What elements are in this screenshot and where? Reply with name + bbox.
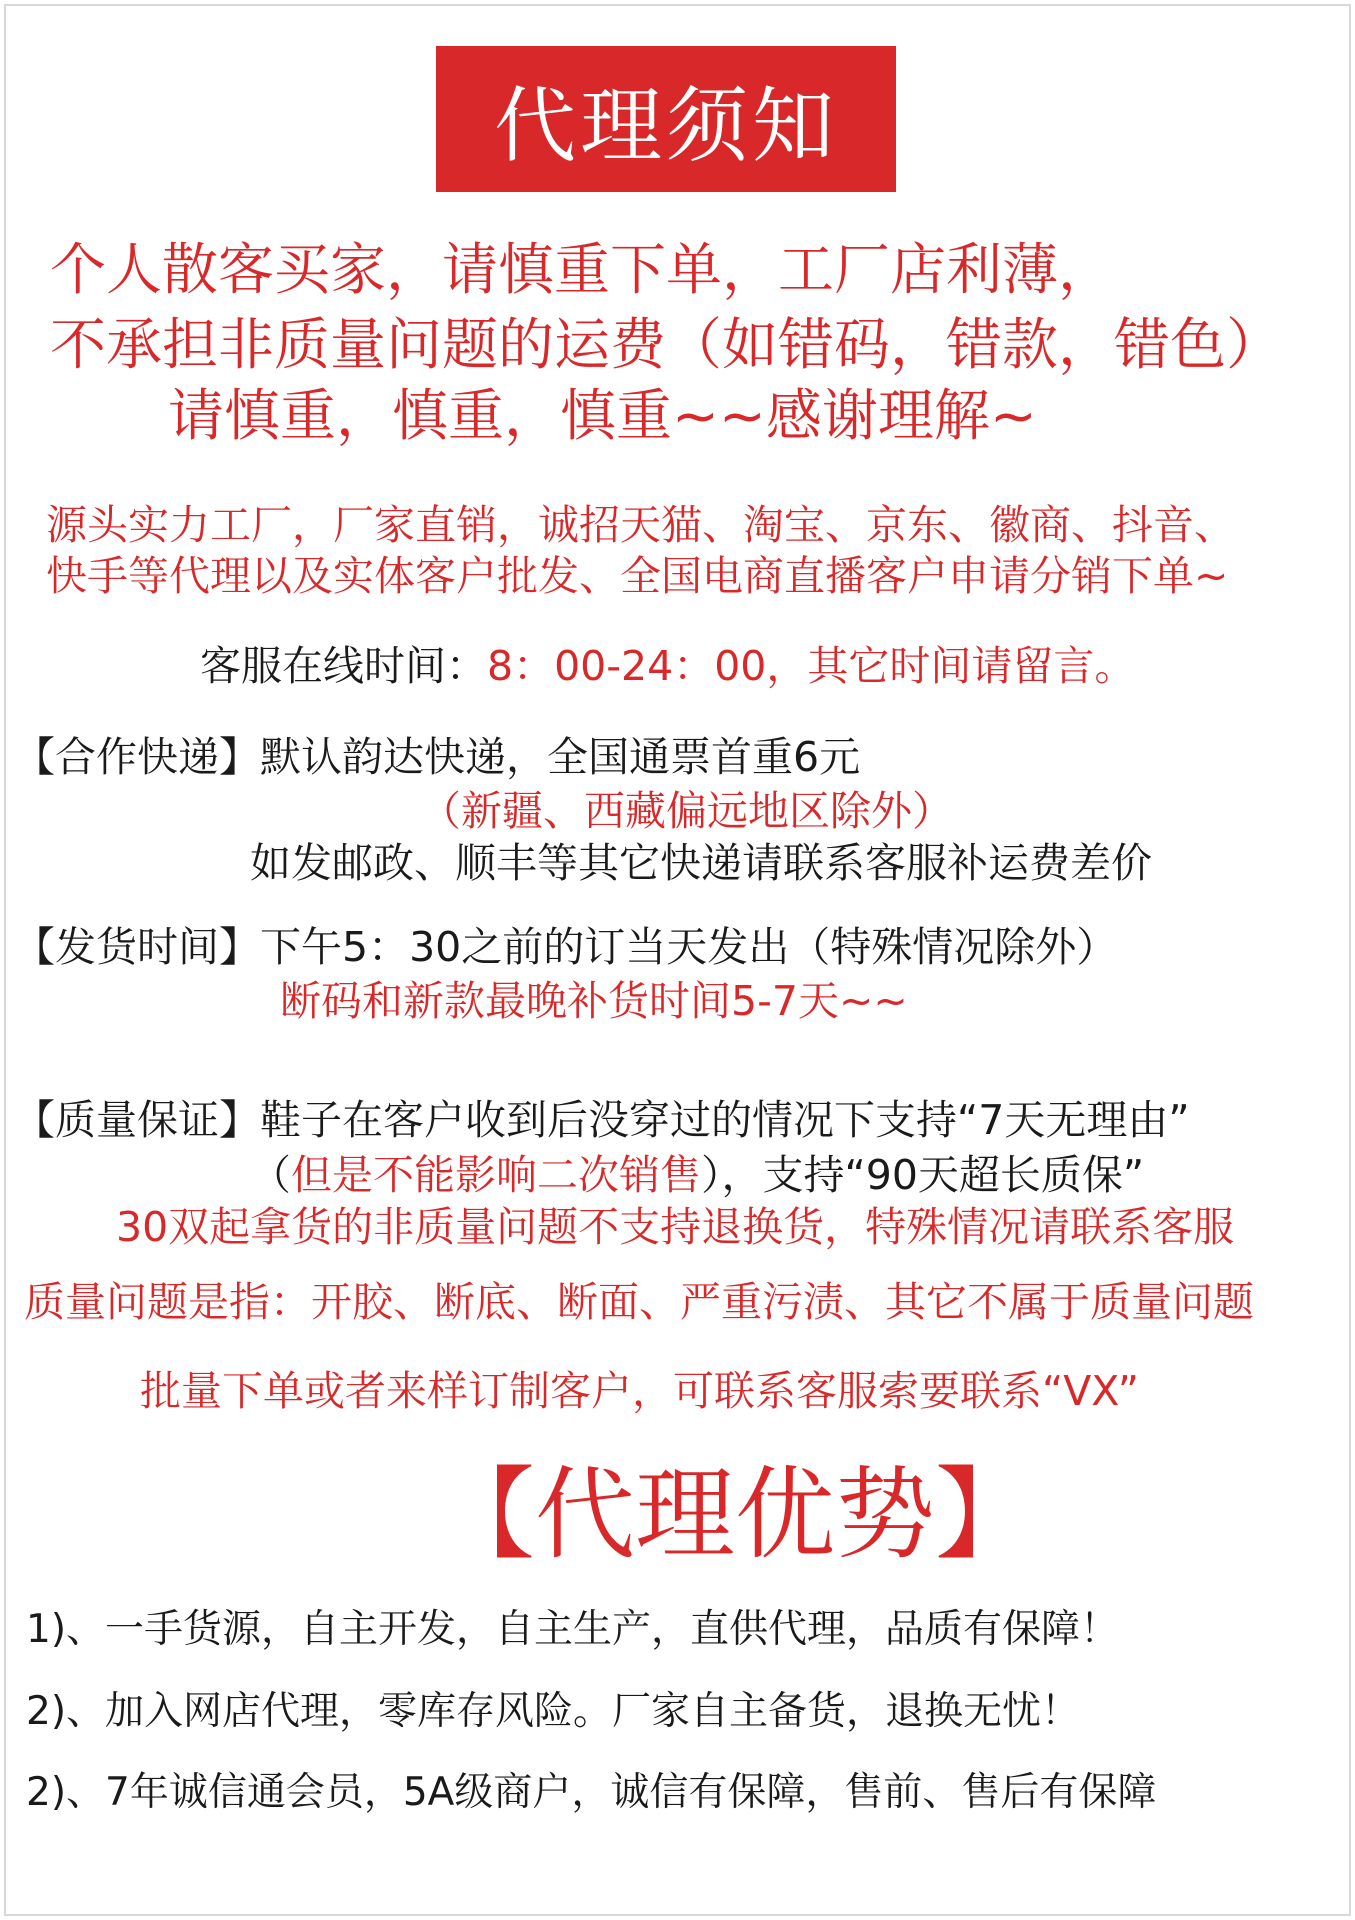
factory-line-2: 快手等代理以及实体客户批发、全国电商直播客户申请分销下单~	[46, 552, 1229, 600]
service-hours-line	[200, 642, 1136, 690]
quality-label: 【质量保证】	[14, 1096, 260, 1144]
express-note: 如发邮政、顺丰等其它快递请联系客服补运费差价	[250, 839, 1152, 887]
express-text: 默认韵达快递，全国通票首重6元	[260, 733, 861, 781]
express-label: 【合作快递】	[14, 733, 260, 781]
quality-resale-note: 但是不能影响二次销售	[291, 1151, 701, 1199]
quality-paren-open: （	[250, 1151, 291, 1199]
quality-line	[14, 1096, 1190, 1144]
service-hours-label: 客服在线时间：	[200, 642, 487, 690]
advantage-item-1: 1)、一手货源，自主开发，自主生产，直供代理，品质有保障！	[26, 1607, 1120, 1652]
notice-title: 代理须知	[493, 78, 838, 174]
advantages-title: 【代理优势】	[435, 1456, 1035, 1573]
shipping-text: 下午5：30之前的订当天发出（特殊情况除外）	[260, 923, 1118, 971]
advantage-item-2: 2)、加入网店代理，零库存风险。厂家自主备货，退换无忧！	[26, 1689, 1081, 1734]
express-line	[14, 733, 861, 781]
shipping-line	[14, 923, 1118, 971]
express-exclusion: （新疆、西藏偏远地区除外）	[420, 787, 953, 835]
service-hours-value: 8：00-24：00，其它时间请留言。	[487, 642, 1136, 690]
factory-line-1: 源头实力工厂，厂家直销，诚招天猫、淘宝、京东、徽商、抖音、	[46, 501, 1235, 549]
notice-title-banner	[436, 46, 896, 192]
advantage-item-3: 2)、7年诚信通会员，5A级商户，诚信有保障，售前、售后有保障	[26, 1770, 1157, 1815]
quality-text: 鞋子在客户收到后没穿过的情况下支持“7天无理由”	[260, 1096, 1190, 1144]
quality-second-line	[250, 1151, 1145, 1199]
warning-line-1: 个人散客买家，请慎重下单，工厂店利薄，	[50, 238, 1114, 303]
quality-definition: 质量问题是指：开胶、断底、断面、严重污渍、其它不属于质量问题	[24, 1278, 1254, 1326]
warning-line-3: 请慎重，慎重，慎重~~感谢理解~	[168, 384, 1037, 449]
shipping-label: 【发货时间】	[14, 923, 260, 971]
quality-wholesale-note: 30双起拿货的非质量问题不支持退换货，特殊情况请联系客服	[116, 1203, 1235, 1251]
bulk-order-note: 批量下单或者来样订制客户，可联系客服索要联系“VX”	[140, 1367, 1139, 1415]
quality-warranty: ），支持“90天超长质保”	[701, 1151, 1145, 1199]
warning-line-2: 不承担非质量问题的运费（如错码，错款，错色）	[50, 313, 1282, 378]
restock-text: 断码和新款最晚补货时间5-7天~~	[280, 977, 908, 1025]
